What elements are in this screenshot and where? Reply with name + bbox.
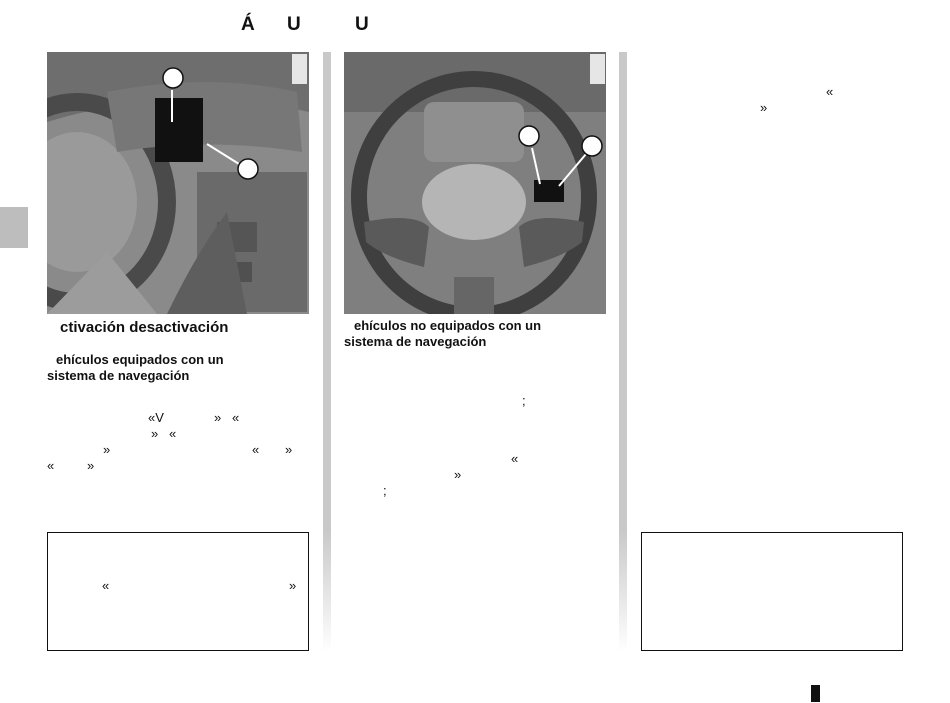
col1-fragment-4: »: [151, 426, 159, 441]
col2-fragment-3: »: [454, 467, 462, 482]
col3-fragment-1: «: [826, 84, 834, 99]
col1-fragment-10: »: [87, 458, 95, 473]
col1-fragment-1: «V: [148, 410, 164, 425]
activation-heading: ctivación desactivación: [60, 319, 229, 336]
col1-fragment-6: »: [103, 442, 111, 457]
steering-wheel-photo: [344, 52, 606, 314]
nav-not-equipped-subheading-line2: sistema de navegación: [344, 334, 487, 349]
column-divider-right: [619, 52, 627, 652]
page-marker: [811, 685, 820, 702]
note-left-fragment-1: «: [102, 578, 110, 593]
dashboard-photo: [47, 52, 309, 314]
col3-fragment-2: »: [760, 100, 768, 115]
header-char-2: U: [287, 14, 301, 35]
col2-fragment-4: ;: [383, 483, 387, 498]
header-char-1: Á: [241, 14, 255, 35]
col1-fragment-9: «: [47, 458, 55, 473]
col1-fragment-7: «: [252, 442, 260, 457]
col1-fragment-2: »: [214, 410, 222, 425]
note-left-fragment-2: »: [289, 578, 297, 593]
note-box-left: [47, 532, 309, 651]
col2-fragment-2: «: [511, 451, 519, 466]
nav-equipped-subheading-line2: sistema de navegación: [47, 368, 190, 383]
col1-fragment-3: «: [232, 410, 240, 425]
column-divider-left: [323, 52, 331, 652]
header-char-3: U: [355, 14, 369, 35]
nav-equipped-subheading-line1: ehículos equipados con un: [56, 352, 224, 367]
nav-not-equipped-subheading-line1: ehículos no equipados con un: [354, 318, 542, 333]
note-box-right: [641, 532, 903, 651]
chapter-tab: [0, 207, 28, 248]
col1-fragment-8: »: [285, 442, 293, 457]
col1-fragment-5: «: [169, 426, 177, 441]
col2-fragment-1: ;: [522, 393, 526, 408]
